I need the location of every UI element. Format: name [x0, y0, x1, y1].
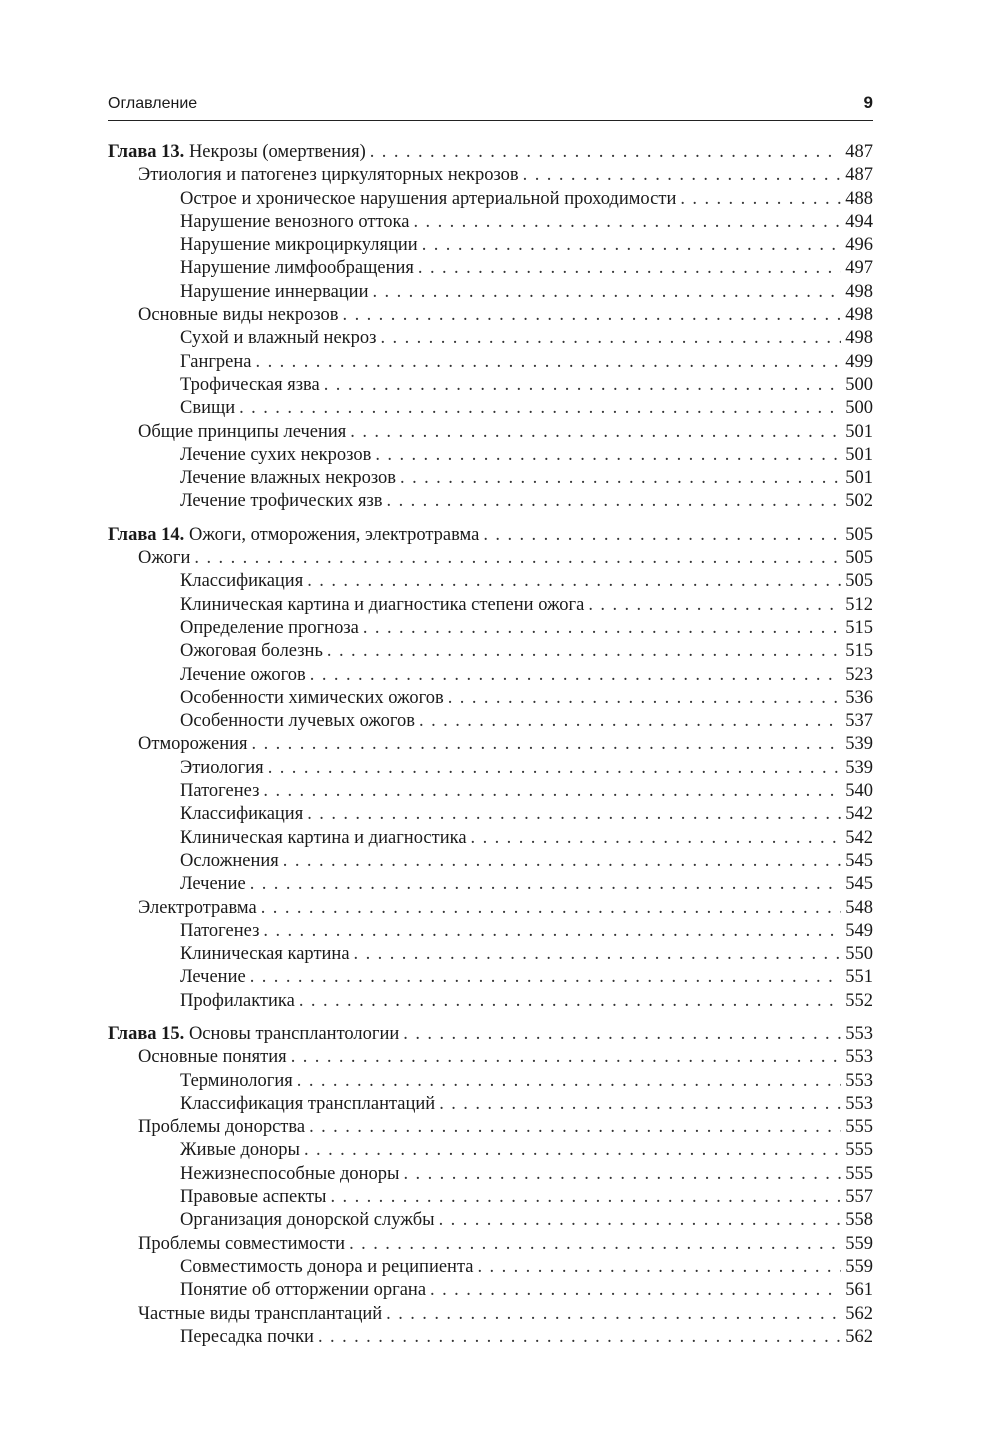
toc-subsection[interactable]: [108, 1163, 873, 1186]
entry-page-number: 515: [845, 617, 873, 638]
dot-leader: [419, 710, 841, 733]
dot-leader: [439, 1209, 842, 1232]
entry-page-number: 502: [845, 491, 873, 512]
dot-leader: [387, 490, 842, 513]
entry-title: Организация донорской службы: [180, 1210, 435, 1231]
chapter-page-number: 505: [845, 524, 873, 545]
toc-subsection[interactable]: [108, 640, 873, 663]
entry-title: Лечение ожогов: [180, 664, 306, 685]
entry-page-number: 539: [845, 734, 873, 755]
running-head: Оглавление: [108, 95, 198, 112]
entry-title: Нарушение иннервации: [180, 281, 369, 302]
dot-leader: [404, 1163, 842, 1186]
entry-page-number: 551: [845, 967, 873, 988]
toc-section[interactable]: [108, 1116, 873, 1139]
dot-leader: [588, 594, 841, 617]
entry-page-number: 539: [845, 757, 873, 778]
page-number: 9: [863, 93, 873, 112]
entry-title: Понятие об отторжении органа: [180, 1280, 427, 1301]
toc-subsection[interactable]: [108, 1186, 873, 1209]
chapter-title: Некрозы (омертвения): [188, 142, 366, 162]
dot-leader: [380, 327, 841, 350]
toc-subsection[interactable]: [108, 943, 873, 966]
entry-title: Этиология и патогенез циркуляторных некрозов: [138, 165, 519, 186]
toc-subsection[interactable]: [108, 803, 873, 826]
dot-leader: [250, 873, 842, 896]
chapter-label: Глава 14.: [108, 524, 185, 545]
dot-leader: [304, 1139, 841, 1162]
entry-title: Особенности химических ожогов: [180, 687, 444, 708]
dot-leader: [297, 1070, 841, 1093]
chapter-title: Основы трансплантологии: [188, 1023, 400, 1044]
toc-section[interactable]: [108, 164, 873, 187]
entry-title: Клиническая картина: [180, 944, 350, 965]
entry-page-number: 488: [845, 188, 873, 209]
chapter-label: Глава 13.: [108, 142, 185, 162]
entry-page-number: 537: [845, 711, 873, 732]
entry-page-number: 515: [845, 641, 873, 662]
toc-subsection[interactable]: [108, 188, 873, 211]
toc-section[interactable]: [108, 1046, 873, 1069]
entry-page-number: 557: [845, 1187, 873, 1208]
entry-page-number: 498: [845, 281, 873, 302]
dot-leader: [250, 966, 842, 989]
entry-page-number: 548: [845, 897, 873, 918]
dot-leader: [343, 304, 842, 327]
toc-subsection[interactable]: [108, 211, 873, 234]
entry-page-number: 552: [845, 990, 873, 1011]
entry-title: Основные виды некрозов: [138, 305, 339, 326]
entry-page-number: 542: [845, 827, 873, 848]
toc-section[interactable]: [108, 547, 873, 570]
entry-page-number: 555: [845, 1140, 873, 1161]
toc-subsection[interactable]: [108, 490, 873, 513]
toc-chapter: [108, 524, 873, 1013]
dot-leader: [422, 234, 842, 257]
toc-section[interactable]: [108, 1303, 873, 1326]
entry-title: Основные понятия: [138, 1047, 287, 1068]
entry-title: Ожоговая болезнь: [180, 641, 323, 662]
dot-leader: [403, 1023, 841, 1046]
chapter-title-text: [108, 1023, 399, 1046]
dot-leader: [327, 640, 841, 663]
entry-page-number: 561: [845, 1280, 873, 1301]
dot-leader: [350, 421, 841, 444]
dot-leader: [310, 664, 841, 687]
dot-leader: [483, 524, 841, 547]
entry-title: Нарушение микроциркуляции: [180, 235, 418, 256]
toc-subsection[interactable]: [108, 1139, 873, 1162]
dot-leader: [400, 467, 841, 490]
entry-title: Лечение влажных некрозов: [180, 468, 397, 489]
toc-subsection[interactable]: [108, 873, 873, 896]
entry-title: Клиническая картина и диагностика степени ожога: [180, 594, 585, 615]
dot-leader: [252, 733, 842, 756]
entry-page-number: 501: [845, 444, 873, 465]
entry-title: Гангрена: [180, 351, 252, 372]
toc-subsection[interactable]: [108, 1070, 873, 1093]
entry-title: Проблемы донорства: [138, 1117, 306, 1138]
dot-leader: [318, 1326, 841, 1349]
dot-leader: [680, 188, 841, 211]
dot-leader: [263, 780, 841, 803]
toc-section[interactable]: [108, 1233, 873, 1256]
dot-leader: [370, 141, 842, 164]
entry-title: Правовые аспекты: [180, 1187, 327, 1208]
dot-leader: [448, 687, 842, 710]
dot-leader: [375, 444, 841, 467]
entry-page-number: 496: [845, 235, 873, 256]
entry-title: Трофическая язва: [180, 374, 320, 395]
entry-page-number: 499: [845, 351, 873, 372]
toc-subsection[interactable]: [108, 444, 873, 467]
toc-subsection[interactable]: [108, 234, 873, 257]
entry-title: Нежизнеспособные доноры: [180, 1163, 400, 1184]
toc-subsection[interactable]: [108, 1326, 873, 1349]
chapter-page-number: 487: [845, 142, 873, 162]
entry-title: Живые доноры: [180, 1140, 300, 1161]
dot-leader: [349, 1233, 841, 1256]
entry-page-number: 550: [845, 944, 873, 965]
entry-page-number: 540: [845, 781, 873, 802]
entry-page-number: 555: [845, 1163, 873, 1184]
entry-page-number: 501: [845, 468, 873, 489]
toc-subsection[interactable]: [108, 687, 873, 710]
dot-leader: [309, 1116, 841, 1139]
toc-subsection[interactable]: [108, 351, 873, 374]
entry-title: Совместимость донора и реципиента: [180, 1256, 474, 1277]
entry-page-number: 512: [845, 594, 873, 615]
entry-title: Терминология: [180, 1070, 293, 1091]
toc-subsection[interactable]: [108, 990, 873, 1013]
entry-page-number: 555: [845, 1117, 873, 1138]
dot-leader: [430, 1279, 841, 1302]
entry-page-number: 542: [845, 804, 873, 825]
dot-leader: [307, 803, 841, 826]
entry-page-number: 553: [845, 1093, 873, 1114]
entry-title: Ожоги: [138, 548, 191, 569]
dot-leader: [413, 211, 841, 234]
entry-page-number: 487: [845, 165, 873, 186]
entry-title: Классификация трансплантаций: [180, 1093, 436, 1114]
dot-leader: [268, 757, 842, 780]
dot-leader: [307, 570, 841, 593]
entry-page-number: 523: [845, 664, 873, 685]
toc-subsection[interactable]: [108, 850, 873, 873]
entry-page-number: 500: [845, 374, 873, 395]
toc-subsection[interactable]: [108, 827, 873, 850]
entry-title: Осложнения: [180, 850, 279, 871]
entry-page-number: 553: [845, 1047, 873, 1068]
entry-title: Отморожения: [138, 734, 248, 755]
toc-subsection[interactable]: [108, 257, 873, 280]
toc-chapter-heading[interactable]: [108, 1023, 873, 1046]
entry-title: Лечение трофических язв: [180, 491, 383, 512]
chapter-page-number: 553: [845, 1023, 873, 1044]
toc-subsection[interactable]: [108, 374, 873, 397]
toc-subsection[interactable]: [108, 966, 873, 989]
dot-leader: [373, 281, 842, 304]
toc-chapter-heading[interactable]: [108, 524, 873, 547]
chapter-title: Ожоги, отморожения, электротравма: [188, 524, 480, 545]
toc-subsection[interactable]: [108, 617, 873, 640]
chapter-label: Глава 15.: [108, 1023, 185, 1044]
toc-subsection[interactable]: [108, 397, 873, 420]
entry-title: Пересадка почки: [180, 1326, 314, 1347]
toc-subsection[interactable]: [108, 1093, 873, 1116]
entry-title: Этиология: [180, 757, 264, 778]
dot-leader: [324, 374, 842, 397]
dot-leader: [354, 943, 842, 966]
entry-title: Сухой и влажный некроз: [180, 328, 377, 349]
toc-subsection[interactable]: [108, 1279, 873, 1302]
entry-page-number: 494: [845, 211, 873, 232]
entry-title: Патогенез: [180, 920, 260, 941]
dot-leader: [439, 1093, 841, 1116]
entry-title: Нарушение венозного оттока: [180, 211, 410, 232]
entry-page-number: 562: [845, 1303, 873, 1324]
dot-leader: [194, 547, 841, 570]
entry-title: Лечение: [180, 874, 246, 895]
dot-leader: [256, 351, 842, 374]
entry-page-number: 497: [845, 258, 873, 279]
entry-title: Особенности лучевых ожогов: [180, 711, 416, 732]
toc-subsection[interactable]: [108, 1256, 873, 1279]
entry-page-number: 501: [845, 421, 873, 442]
entry-title: Нарушение лимфообращения: [180, 258, 414, 279]
dot-leader: [291, 1046, 842, 1069]
page-header: [108, 90, 873, 121]
entry-page-number: 505: [845, 548, 873, 569]
entry-title: Определение прогноза: [180, 617, 359, 638]
dot-leader: [263, 920, 841, 943]
table-of-contents: [108, 141, 873, 1349]
toc-chapter: [108, 141, 873, 514]
entry-page-number: 558: [845, 1210, 873, 1231]
toc-subsection[interactable]: [108, 281, 873, 304]
dot-leader: [330, 1186, 841, 1209]
dot-leader: [239, 397, 841, 420]
entry-page-number: 505: [845, 571, 873, 592]
entry-title: Классификация: [180, 571, 304, 592]
dot-leader: [386, 1303, 841, 1326]
entry-page-number: 498: [845, 305, 873, 326]
entry-title: Электротравма: [138, 897, 257, 918]
toc-subsection[interactable]: [108, 467, 873, 490]
entry-page-number: 559: [845, 1256, 873, 1277]
toc-subsection[interactable]: [108, 710, 873, 733]
toc-subsection[interactable]: [108, 570, 873, 593]
entry-page-number: 545: [845, 850, 873, 871]
entry-page-number: 545: [845, 874, 873, 895]
toc-section[interactable]: [108, 304, 873, 327]
entry-title: Острое и хроническое нарушения артериальной проходимости: [180, 188, 677, 209]
entry-page-number: 549: [845, 920, 873, 941]
dot-leader: [418, 257, 841, 280]
toc-section[interactable]: [108, 733, 873, 756]
entry-page-number: 498: [845, 328, 873, 349]
entry-title: Частные виды трансплантаций: [138, 1303, 383, 1324]
entry-page-number: 500: [845, 398, 873, 419]
entry-title: Лечение сухих некрозов: [180, 444, 372, 465]
toc-subsection[interactable]: [108, 780, 873, 803]
entry-title: Лечение: [180, 967, 246, 988]
toc-section[interactable]: [108, 897, 873, 920]
entry-title: Профилактика: [180, 990, 295, 1011]
dot-leader: [363, 617, 841, 640]
dot-leader: [471, 827, 842, 850]
dot-leader: [299, 990, 841, 1013]
entry-title: Патогенез: [180, 781, 260, 802]
toc-chapter: [108, 1023, 873, 1349]
dot-leader: [477, 1256, 841, 1279]
toc-chapter-heading[interactable]: [108, 141, 873, 164]
dot-leader: [283, 850, 841, 873]
entry-title: Классификация: [180, 804, 304, 825]
entry-page-number: 536: [845, 687, 873, 708]
toc-subsection[interactable]: [108, 664, 873, 687]
entry-title: Общие принципы лечения: [138, 421, 347, 442]
entry-page-number: 562: [845, 1326, 873, 1347]
entry-title: Проблемы совместимости: [138, 1233, 346, 1254]
chapter-title-text: [108, 141, 366, 164]
toc-subsection[interactable]: [108, 594, 873, 617]
dot-leader: [261, 897, 842, 920]
dot-leader: [523, 164, 842, 187]
toc-subsection[interactable]: [108, 1209, 873, 1232]
entry-page-number: 553: [845, 1070, 873, 1091]
entry-title: Клиническая картина и диагностика: [180, 827, 467, 848]
toc-subsection[interactable]: [108, 327, 873, 350]
toc-subsection[interactable]: [108, 920, 873, 943]
toc-subsection[interactable]: [108, 757, 873, 780]
entry-page-number: 559: [845, 1233, 873, 1254]
toc-section[interactable]: [108, 421, 873, 444]
entry-title: Свищи: [180, 398, 236, 419]
chapter-title-text: [108, 524, 479, 547]
